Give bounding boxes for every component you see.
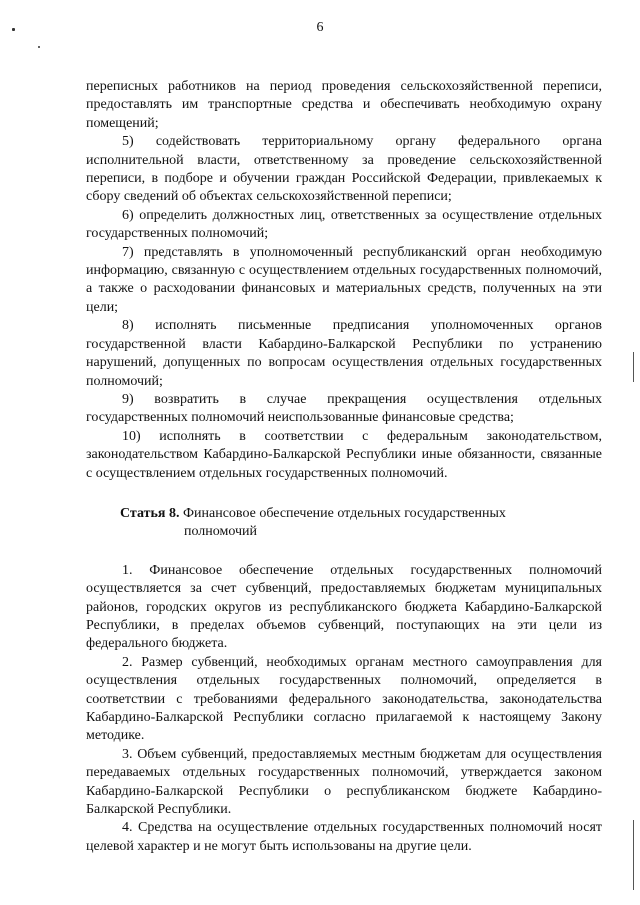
spacer [86,542,602,562]
paragraph: 7) представлять в уполномоченный республиканский орган необходимую информацию, связанную с осуществлением отдельных государственных полномочий, а также о расходовании финансовых и материальных средств, полученных на эти цели; [86,244,602,315]
paragraph: 10) исполнять в соответствии с федеральным законодательством, законодательством Кабардино-Балкарской Республики иные обязанности, связанные с осуществлением отдельных государственных полномочий. [86,428,602,481]
paragraph: 4. Средства на осуществление отдельных государственных полномочий носят целевой характер и не могут быть использованы на другие цели. [86,820,602,854]
paragraph: 1. Финансовое обеспечение отдельных государственных полномочий осуществляется за счет субвенций, предоставляемых бюджетам муниципальных районов, городских округов из республиканского бюджета Кабардино-Балкарской Республики, в пределах объемов субвенций, поступающих на эти цели из федерального бюджета. [86,562,602,652]
scan-artifact-edge [633,820,634,890]
paragraph: 2. Размер субвенций, необходимых органам местного самоуправления для осуществления отдельных государственных полномочий, определяется в соответствии с требованиями федерального законодательства, законодательства Кабардино-Балкарской Республики согласно прилагаемой к настоящему Закону методике. [86,654,602,744]
paragraph: 6) определить должностных лиц, ответственных за осуществление отдельных государственных полномочий; [86,207,602,242]
paragraph: 8) исполнять письменные предписания уполномоченных органов государственной власти Кабардино-Балкарской Республики по устранению нарушений, допущенных по вопросам осуществления отдельных государственных полномочий; [86,318,602,389]
paragraph: 3. Объем субвенций, предоставляемых местным бюджетам для осуществления передаваемых отдельных государственных полномочий, утверждается законом Кабардино-Балкарской Республики о республиканском бюджете Кабардино-Балкарской Республики. [86,746,602,818]
article-title-line2: полномочий [184,524,258,540]
page-number: 6 [316,20,324,35]
article-title-line1: Финансовое обеспечение отдельных государственных [182,505,506,521]
paragraph: 5) содействовать территориальному органу федерального органа исполнительной власти, ответственному за проведение сельскохозяйственной переписи, в подборе и обучении граждан Российской Федерации, привлекаемых к сбору сведений об объектах сельскохозяйственной переписи; [86,134,602,205]
scan-artifact-dot [38,46,40,48]
article-heading [86,505,602,542]
document-body [86,78,602,856]
scan-artifact-edge [633,352,634,382]
paragraph: 9) возвратить в случае прекращения осуществления отдельных государственных полномочий неиспользованные финансовые средства; [86,391,602,426]
paragraph: переписных работников на период проведения сельскохозяйственной переписи, предоставлять им транспортные средства и обеспечивать необходимую охрану помещений; [86,79,602,131]
article-label: Статья 8. [120,505,180,521]
